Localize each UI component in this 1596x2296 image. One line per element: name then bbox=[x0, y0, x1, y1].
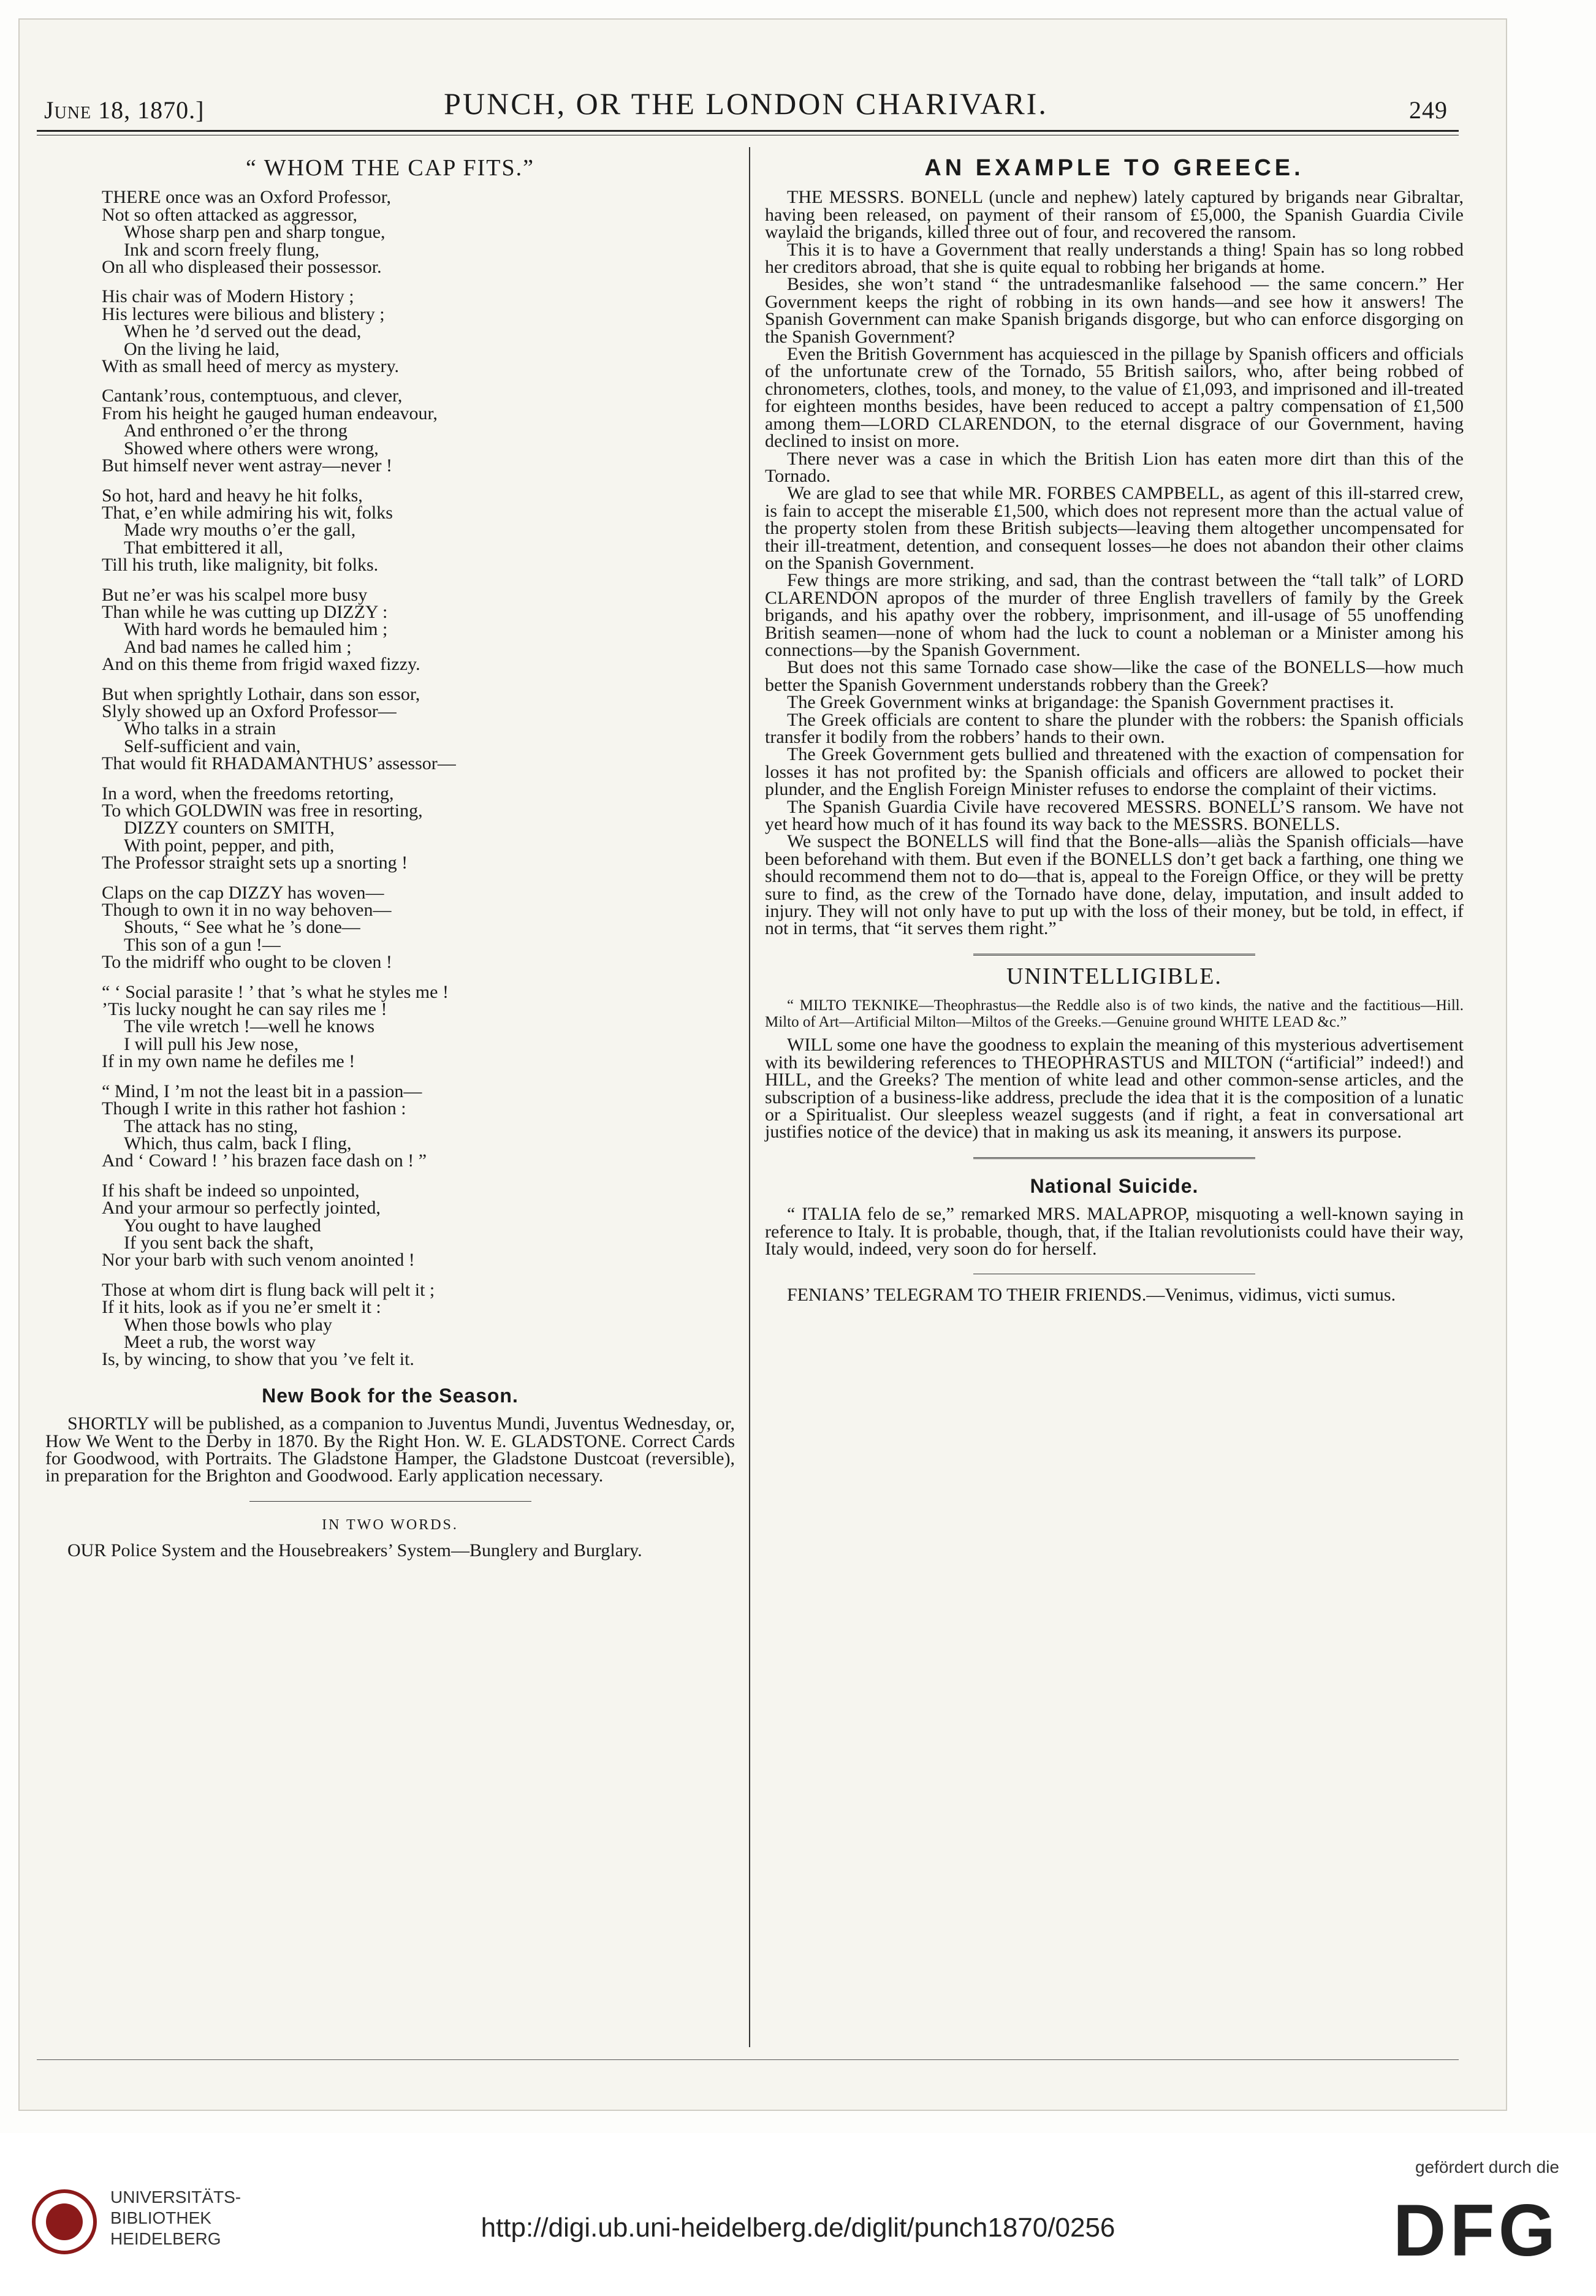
poem-line: Though I write in this rather hot fashion : bbox=[102, 1098, 406, 1119]
poem-stanza bbox=[102, 189, 735, 276]
article-paragraph: We are glad to see that while MR. FORBES CAMPBELL, as agent of this ill-starred crew, is fain to accept the miserable £1,500, which does not represent more than the actual value of the property stolen from these British subjects—leaving them altogether uncompensated for their ill-treatment, detention, and consequent losses—he does not abandon their other claims on the Spanish Government. bbox=[765, 483, 1464, 573]
poem-line: I will pull his Jew nose, bbox=[124, 1033, 298, 1054]
library-name-line: BIBLIOTHEK bbox=[110, 2208, 211, 2227]
poem-line: Who talks in a strain bbox=[124, 718, 276, 739]
unintelligible-text: WILL some one have the goodness to explain the meaning of this mysterious advertisement with its bewildering references to THEOPHRASTUS and MILTON (“artificial” indeed!) and HILL, and the Greeks? The mention of white lead and other common-sense articles, and the subscription of a business-like address, preclude the idea that it is the composition of a lunatic or a Spiritualist. Our sleepless weazel suggests (and if right, a feat in conversational art justifies notice of the device) that in making us ask its meaning, it answers its purpose. bbox=[765, 1035, 1464, 1142]
poem-line: Nor your barb with such venom anointed ! bbox=[102, 1250, 415, 1271]
poem-line: Made wry mouths o’er the gall, bbox=[124, 520, 356, 541]
article-paragraph: Few things are more striking, and sad, than the contrast between the “tall talk” of LORD CLARENDON apropos of the murder of three English travellers of family by the Greek brigands, and his apathy over the robbery, imprisonment, and ill-usage of 55 unoffending British seamen—none of whom had the luck to count a nobleman or a Minister among his connections—by the Spanish Government. bbox=[765, 570, 1464, 660]
poem-line: Showed where others were wrong, bbox=[124, 438, 379, 458]
article-paragraph: The Greek Government gets bullied and threatened with the exaction of compensation for losses it has not profited by: the Spanish officials and officers are allowed to pocket their plunder, and the English Foreign Minister refuses to endorse the complaint of their victims. bbox=[765, 744, 1464, 800]
greece-article bbox=[765, 189, 1464, 937]
article-paragraph: We suspect the BONELLS will find that the Bone-alls—aliàs the Spanish officials—have been beforehand with them. But even if the BONELLS don’t get back a farthing, one thing we should recommend them not to do—that is, appeal to the Foreign Office, or they will be pretty sure to find, as the crew of the Tornado have done, delay, imputation, and insult added to injury. They will not only have to put up with the loss of their money, but be told, in effect, if not in terms, that “it serves them right.” bbox=[765, 831, 1464, 939]
poem-line: On all who displeased their possessor. bbox=[102, 257, 382, 278]
poem-line: And bad names he called him ; bbox=[124, 636, 352, 657]
poem-line: With point, pepper, and pith, bbox=[124, 835, 335, 856]
poem-stanza bbox=[102, 1083, 735, 1170]
article-paragraph: The Greek officials are content to share the plunder with the robbers: the Spanish officials transfer it bodily from the robbers’ hands to their own. bbox=[765, 709, 1464, 747]
poem-line: If it hits, look as if you ne’er smelt it : bbox=[102, 1297, 381, 1318]
article-paragraph: There never was a case in which the British Lion has eaten more dirt than this of the Tornado. bbox=[765, 448, 1464, 486]
poem-line: The Professor straight sets up a snorting ! bbox=[102, 853, 408, 873]
page-bottom-rule bbox=[37, 2059, 1459, 2060]
poem-stanza bbox=[102, 584, 735, 675]
poem-stanza bbox=[102, 387, 735, 474]
right-column bbox=[765, 153, 1464, 1304]
poem-line: If his shaft be indeed so unpointed, bbox=[102, 1180, 360, 1201]
article-paragraph: THE MESSRS. BONELL (uncle and nephew) lately captured by brigands near Gibraltar, having been released, on payment of their ransom of £5,000, the Spanish Guardia Civile waylaid the brigands, killed three out of four, and recovered the ransom. bbox=[765, 187, 1464, 243]
poem-line: But when sprightly Lothair, dans son essor, bbox=[102, 683, 420, 704]
poem-line: Is, by wincing, to show that you ’ve felt it. bbox=[102, 1349, 414, 1370]
dfg-logo: DFG bbox=[1393, 2189, 1559, 2271]
article-paragraph: Even the British Government has acquiesced in the pillage by Spanish officers and officials of the unfortunate crew of the Tornado, 55 British sailors, who, after being robbed of chronometers, clothes, tools, and money, to the value of £1,093, and imprisoned and ill-treated for eighteen months besides, have been reduced to accept a paltry compensation of £1,500 among them—LORD CLARENDON, to the eternal disgrace of our Government, having declined to insist on more. bbox=[765, 344, 1464, 452]
poem-line: When he ’d served out the dead, bbox=[124, 321, 362, 342]
poem-line: With as small heed of mercy as mystery. bbox=[102, 356, 400, 377]
poem-line: Till his truth, like malignity, bit folks. bbox=[102, 555, 379, 576]
poem-stanza bbox=[102, 1279, 735, 1370]
poem-line: Slyly showed up an Oxford Professor— bbox=[102, 701, 397, 721]
library-name-line: UNIVERSITÄTS- bbox=[110, 2188, 241, 2207]
fenians-text: FENIANS’ TELEGRAM TO THEIR FRIENDS.—Venimus, vidimus, victi sumus. bbox=[787, 1285, 1396, 1306]
poem-line: And ‘ Coward ! ’ his brazen face dash on ! ” bbox=[102, 1150, 427, 1171]
separator bbox=[973, 1157, 1255, 1159]
poem-line: ’Tis lucky nought he can say riles me ! bbox=[102, 999, 387, 1020]
poem-line: Those at whom dirt is flung back will pelt it ; bbox=[102, 1279, 435, 1300]
poem-line: The vile wretch !—well he knows bbox=[124, 1016, 375, 1037]
poem-line: Than while he was cutting up DIZZY : bbox=[102, 601, 388, 622]
poem-stanza bbox=[102, 683, 735, 774]
poem-line: To which GOLDWIN was free in resorting, bbox=[102, 800, 423, 821]
poem-line: Cantank’rous, contemptuous, and clever, bbox=[102, 386, 403, 406]
poem-line: If in my own name he defiles me ! bbox=[102, 1051, 355, 1072]
poem-line: With hard words he bemauled him ; bbox=[124, 619, 388, 640]
page-number: 249 bbox=[1409, 96, 1448, 124]
header-rule bbox=[37, 130, 1459, 132]
poem-line: Self-sufficient and vain, bbox=[124, 736, 301, 756]
poem-line: Not so often attacked as aggressor, bbox=[102, 204, 357, 225]
poem-line: Though to own it in no way behoven— bbox=[102, 900, 392, 921]
article-paragraph: This it is to have a Government that really understands a thing! Spain has so long robbed her creditors abroad, that she is quite equal to robbing her brigands at home. bbox=[765, 239, 1464, 278]
poem-line: DIZZY counters on SMITH, bbox=[124, 818, 335, 838]
poem-line: Ink and scorn freely flung, bbox=[124, 239, 320, 260]
poem-line: In a word, when the freedoms retorting, bbox=[102, 783, 394, 804]
poem-line: From his height he gauged human endeavour, bbox=[102, 403, 438, 424]
library-name-line: HEIDELBERG bbox=[110, 2229, 221, 2248]
poem-stanza bbox=[102, 288, 735, 375]
poem-line: This son of a gun !— bbox=[124, 934, 281, 955]
poem-line: His chair was of Modern History ; bbox=[102, 286, 354, 307]
poem-stanza bbox=[102, 981, 735, 1072]
poem-line: If you sent back the shaft, bbox=[124, 1232, 314, 1253]
unintelligible-title: UNINTELLIGIBLE. bbox=[1006, 963, 1222, 989]
poem-line: “ ‘ Social parasite ! ’ that ’s what he styles me ! bbox=[102, 981, 449, 1002]
poem-line: That, e’en while admiring his wit, folks bbox=[102, 502, 393, 523]
poem-line: That embittered it all, bbox=[124, 537, 283, 558]
masthead-title: PUNCH, OR THE LONDON CHARIVARI. bbox=[444, 86, 1048, 121]
poem-line: And on this theme from frigid waxed fizzy. bbox=[102, 654, 420, 675]
column-divider bbox=[749, 147, 750, 2047]
issue-date: June 18, 1870.] bbox=[44, 96, 205, 124]
viewer-footer bbox=[0, 2133, 1596, 2296]
poem-body bbox=[45, 189, 735, 1368]
poem-line: But ne’er was his scalpel more busy bbox=[102, 584, 368, 605]
article-paragraph: Besides, she won’t stand “ the untradesmanlike falsehood — the same concern.” Her Government keeps the right of robbing in its own hands—and see how it answers! The Spanish Government can make Spanish brigands disgorge, but who can enforce disgorging on the Spanish Government? bbox=[765, 274, 1464, 347]
poem-line: When those bowls who play bbox=[124, 1314, 332, 1335]
unintelligible-quote: “ MILTO TEKNIKE—Theophrastus—the Reddle also is of two kinds, the native and the factitious—Hill. Milto of Art—Artificial Milton—Miltos of the Greeks.—Genuine ground WHITE LEAD &c.” bbox=[765, 997, 1464, 1031]
article-paragraph: The Greek Government winks at brigandage: the Spanish Government practises it. bbox=[787, 692, 1394, 713]
page-header bbox=[44, 86, 1448, 129]
poem-line: His lectures were bilious and blistery ; bbox=[102, 303, 385, 324]
poem-title: “ WHOM THE CAP FITS.” bbox=[246, 155, 534, 181]
poem-stanza bbox=[102, 785, 735, 872]
left-column bbox=[45, 153, 735, 1560]
twowords-text: OUR Police System and the Housebreakers’ System—Bunglery and Burglary. bbox=[67, 1540, 642, 1561]
poem-line: On the living he laid, bbox=[124, 338, 280, 359]
poem-line: So hot, hard and heavy he hit folks, bbox=[102, 485, 363, 506]
poem-line: The attack has no sting, bbox=[124, 1116, 298, 1136]
poem-line: THERE once was an Oxford Professor, bbox=[102, 187, 392, 208]
newbook-title: New Book for the Season. bbox=[262, 1384, 519, 1407]
poem-line: Whose sharp pen and sharp tongue, bbox=[124, 222, 386, 243]
poem-line: That would fit RHADAMANTHUS’ assessor— bbox=[102, 753, 456, 774]
article-paragraph: But does not this same Tornado case show—like the case of the BONELLS—how much better the Spanish Government understands robbery than the Greek? bbox=[765, 657, 1464, 695]
poem-line: Claps on the cap DIZZY has woven— bbox=[102, 882, 384, 903]
suicide-title: National Suicide. bbox=[1030, 1174, 1199, 1197]
funded-by-label: gefördert durch die bbox=[1415, 2157, 1559, 2176]
poem-line: Meet a rub, the worst way bbox=[124, 1331, 316, 1352]
source-url[interactable]: http://digi.ub.uni-heidelberg.de/diglit/punch1870/0256 bbox=[481, 2213, 1115, 2243]
article-paragraph: The Spanish Guardia Civile have recovered MESSRS. BONELL’S ransom. We have not yet heard how much of it has found its way back to the MESSRS. BONELLS. bbox=[765, 796, 1464, 835]
suicide-text: “ ITALIA felo de se,” remarked MRS. MALAPROP, misquoting a well-known saying in reference to Italy. It is probable, though, that, if the Italian revolutionists could have their way, Italy would, indeed, very soon do for herself. bbox=[765, 1204, 1464, 1259]
poem-line: And your armour so perfectly jointed, bbox=[102, 1198, 381, 1218]
greece-title: AN EXAMPLE TO GREECE. bbox=[924, 155, 1304, 181]
separator bbox=[249, 1501, 531, 1502]
newbook-text: SHORTLY will be published, as a companion to Juventus Mundi, Juventus Wednesday, or, How We Went to the Derby in 1870. By the Right Hon. W. E. GLADSTONE. Correct Cards for Goodwood, with Portraits. The Gladstone Hamper, the Gladstone Dustcoat (reversible), in preparation for the Brighton and Goodwood. Early application necessary. bbox=[45, 1413, 735, 1486]
poem-stanza bbox=[102, 487, 735, 574]
poem-line: To the midriff who ought to be cloven ! bbox=[102, 952, 392, 973]
poem-line: Shouts, “ See what he ’s done— bbox=[124, 917, 360, 938]
poem-line: But himself never went astray—never ! bbox=[102, 455, 393, 476]
poem-line: And enthroned o’er the throng bbox=[124, 420, 348, 441]
poem-line: You ought to have laughed bbox=[124, 1215, 321, 1236]
poem-line: Which, thus calm, back I fling, bbox=[124, 1133, 352, 1154]
poem-stanza bbox=[102, 1182, 735, 1269]
poem-stanza bbox=[102, 884, 735, 971]
poem-line: “ Mind, I ’m not the least bit in a passion— bbox=[102, 1081, 422, 1101]
twowords-title: IN TWO WORDS. bbox=[322, 1516, 458, 1533]
separator bbox=[973, 954, 1255, 956]
